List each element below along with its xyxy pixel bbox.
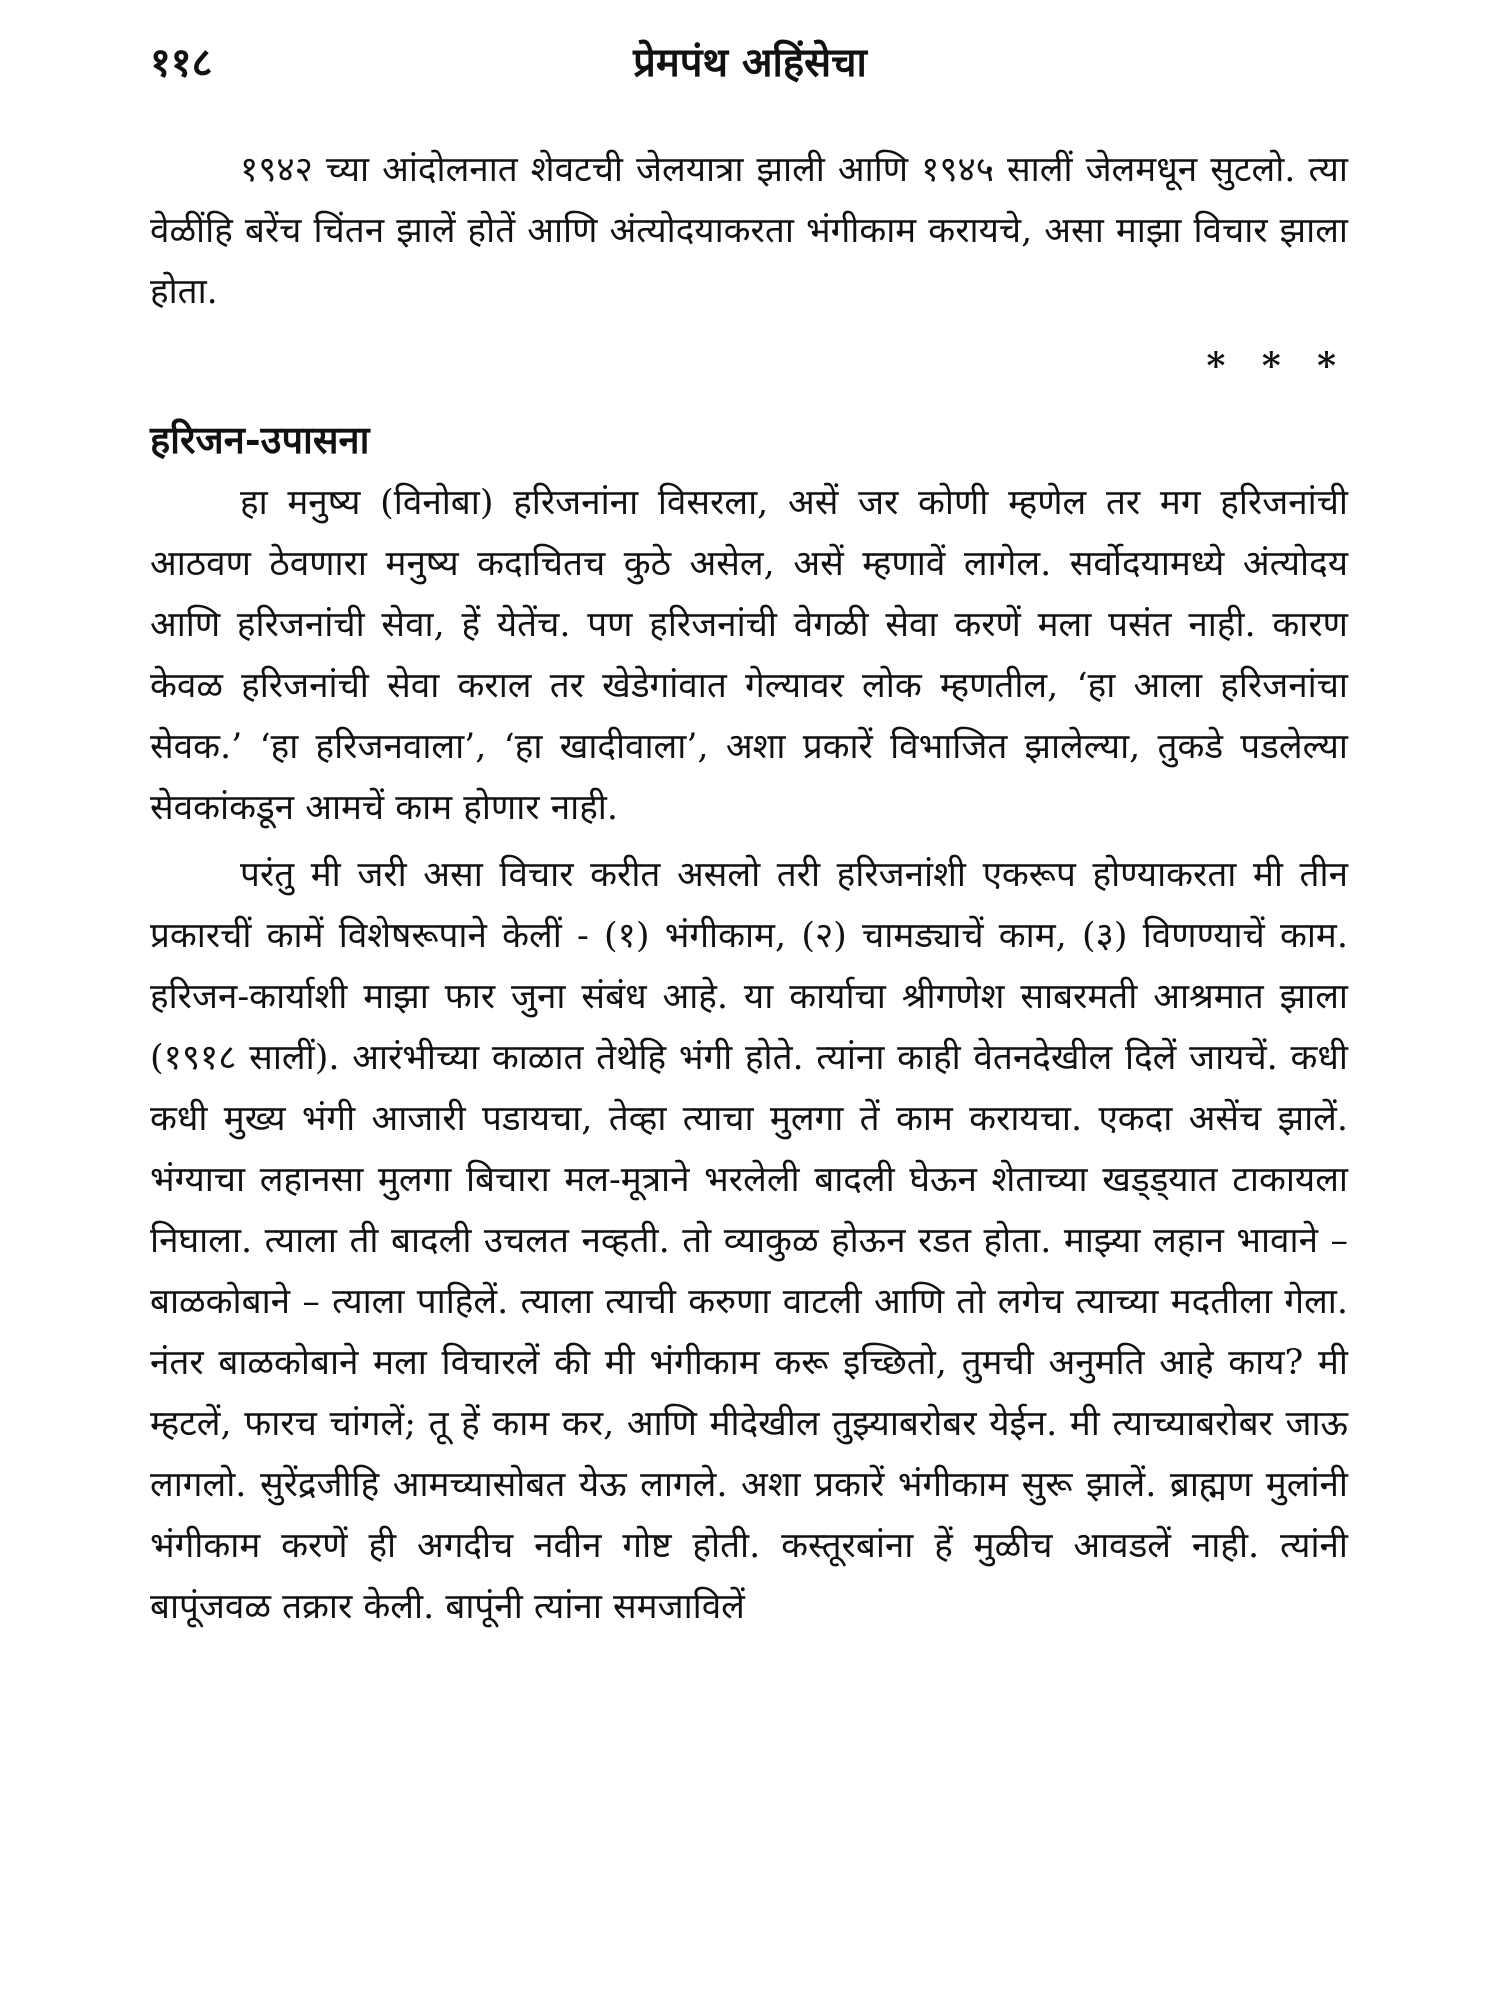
page-number: ११८ — [150, 39, 213, 86]
section-heading: हरिजन-उपासना — [150, 417, 370, 462]
section-separator: * * * — [1206, 345, 1348, 387]
running-title: प्रेमपंथ अहिंसेचा — [633, 39, 867, 86]
body-paragraph: हा मनुष्य (विनोबा) हरिजनांना विसरला, असें जर कोणी म्हणेल तर मग हरिजनांची आठवण ठेवणारा मनुष्य कदाचितच कुठे असेल, असें म्हणावें लागेल. सर्वोदयामध्ये अंत्योदय आणि हरिजनांची सेवा, हें येतेंच. पण हरिजनांची वेगळी सेवा करणें मला पसंत नाही. कारण केवळ हरिजनांची सेवा कराल तर खेडेगांवात गेल्यावर लोक म्हणतील, ‘हा आला हरिजनांचा सेवक.’ ‘हा हरिजनवाला’, ‘हा खादीवाला’, अशा प्रकारें विभाजित झालेल्या, तुकडे पडलेल्या सेवकांकडून आमचें काम होणार नाही. — [150, 483, 1348, 828]
page-body — [150, 140, 1348, 1638]
intro-paragraph: १९४२ च्या आंदोलनात शेवटची जेलयात्रा झाली आणि १९४५ सालीं जेलमधून सुटलो. त्या वेळींहि बरेंच चिंतन झालें होतें आणि अंत्योदयाकरता भंगीकाम करायचे, असा माझा विचार झाला होता. — [150, 150, 1348, 312]
body-paragraph: परंतु मी जरी असा विचार करीत असलो तरी हरिजनांशी एकरूप होण्याकरता मी तीन प्रकारचीं कामें विशेषरूपाने केलीं - (१) भंगीकाम, (२) चामड्याचें काम, (३) विणण्याचें काम. हरिजन-कार्याशी माझा फार जुना संबंध आहे. या कार्याचा श्रीगणेश साबरमती आश्रमात झाला (१९१८ सालीं). आरंभीच्या काळात तेथेहि भंगी होते. त्यांना काही वेतनदेखील दिलें जायचें. कधी कधी मुख्य भंगी आजारी पडायचा, तेव्हा त्याचा मुलगा तें काम करायचा. एकदा असेंच झालें. भंग्याचा लहानसा मुलगा बिचारा मल-मूत्राने भरलेली बादली घेऊन शेताच्या खड्ड्यात टाकायला निघाला. त्याला ती बादली उचलत नव्हती. तो व्याकुळ होऊन रडत होता. माझ्या लहान भावाने – बाळकोबाने – त्याला पाहिलें. त्याला त्याची करुणा वाटली आणि तो लगेच त्याच्या मदतीला गेला. नंतर बाळकोबाने मला विचारलें की मी भंगीकाम करू इच्छितो, तुमची अनुमति आहे काय? मी म्हटलें, फारच चांगलें; तू हें काम कर, आणि मीदेखील तुझ्याबरोबर येईन. मी त्याच्याबरोबर जाऊ लागलो. सुरेंद्रजीहि आमच्यासोबत येऊ लागले. अशा प्रकारें भंगीकाम सुरू झालें. ब्राह्मण मुलांनी भंगीकाम करणें ही अगदीच नवीन गोष्ट होती. कस्तूरबांना हें मुळीच आवडलें नाही. त्यांनी बापूंजवळ तक्रार केली. बापूंनी त्यांना समजाविलें — [150, 855, 1348, 1627]
